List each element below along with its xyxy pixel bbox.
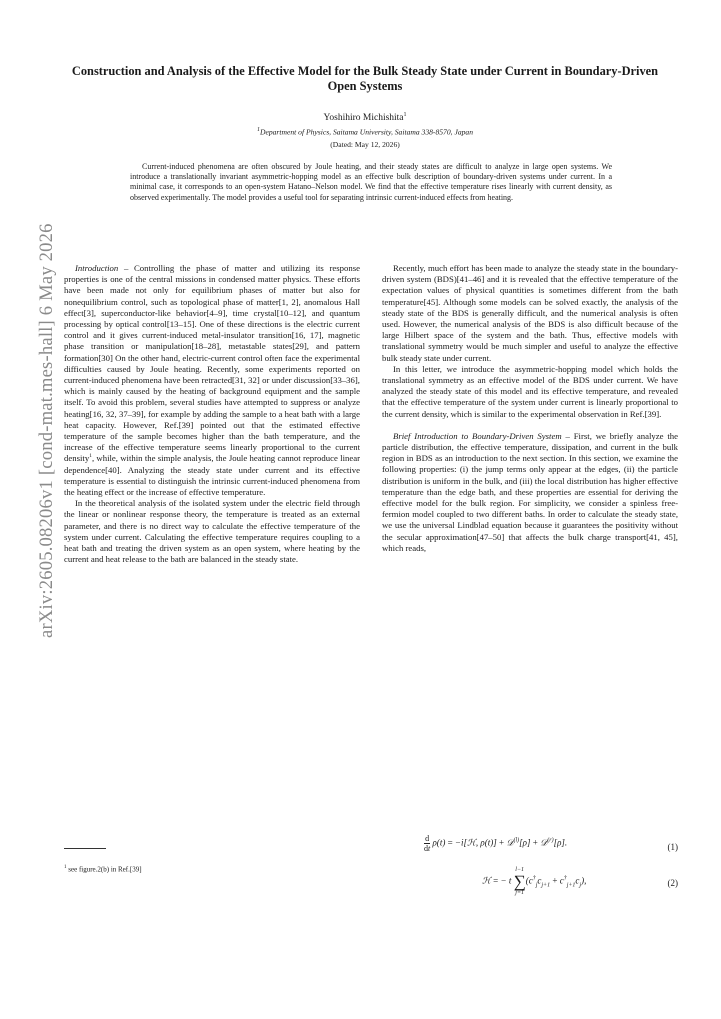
bds-paragraph: Recently, much effort has been made to analyze the steady state in the boundary-driven system (BDS)[41–46] and it is revealed that the effective temperature of the expectation values of physical quantities is sometimes different from the bath temperature[45]. Although some models can be solved exactly, the analysis of the steady state of the BDS is generally difficult, and the numerical analysis is often used. However, the numerical analysis of the BDS is also difficult because of the large Hilbert space of the system and the bath. Thus, effective models with translational symmetry would be much simpler and useful to analyze the effective bulk steady state under current. bbox=[382, 263, 678, 363]
heading-dash: – bbox=[118, 263, 134, 273]
affiliation-text: Department of Physics, Saitama University, Saitama 338-8570, Japan bbox=[259, 127, 474, 137]
section-heading-bds: Brief Introduction to Boundary-Driven System bbox=[393, 430, 562, 441]
intro-paragraph bbox=[64, 263, 360, 498]
abstract: Current-induced phenomena are often obscured by Joule heating, and their steady states are difficult to analyze in large open systems. We introduce a translationally invariant asymmetric-hopping model as an effective bulk description of boundary-driven systems under current. In a minimal case, it corresponds to an open-system Hatano–Nelson model. We find that the effective temperature rises linearly with current density, as observed experimentally. The model provides a useful tool for separating intrinsic current-induced effects from heating. bbox=[130, 162, 612, 202]
section-heading-introduction: Introduction bbox=[75, 263, 119, 273]
equation-1 bbox=[382, 830, 678, 858]
equation-2-number: (2) bbox=[667, 878, 678, 888]
left-column bbox=[64, 263, 360, 565]
intro-text-part-1: Controlling the phase of matter and utilizing its response properties is one of the central missions in condensed matter physics. These efforts have been made not only for equilibrium phases of matter but also for nonequilibrium control, such as topological phase of matter[1, 2], anomalous Hall effect[3], superconductor-like behavior[4–9], time crystal[10–12], and quantum processing by optical control[13–15]. One of these directions is the electric current control and it gives current-induced metal-insulator transition[16, 17], magnetic phase transition or manipulation[18–28], metastable states[29], and pattern formation[30] On the other hand, electric-current control often face the experimental difficulties caused by Joule heating. Recently, some experiments reported on current-induced phenomena have been retracted[31, 32] or under discussion[33–36], which is mainly caused by the heating of background equipment and the sample itself. To avoid this problem, several studies have attempted to suppress or analyze heating[16, 32, 37–39], for example by adding the sample to a heat bath with a large heat capacity. However, Ref.[39] pointed out that the estimated effective temperature of the sample becomes higher than the bath temperature, and the increase of the effective temperature seems linearly proportional to the current density bbox=[64, 263, 360, 464]
affiliation-line bbox=[60, 127, 670, 137]
author-line bbox=[60, 112, 670, 123]
footnote bbox=[64, 863, 360, 874]
author-affiliation-mark: 1 bbox=[403, 112, 407, 118]
lindblad-equation: $\frac{d}{dt}$ ρ(t) = −i[ℋ, ρ(t)] + 𝒟$^{(l)}$[ρ] + 𝒟$^{(r)}$[ρ]. bbox=[424, 834, 568, 853]
heading-dash-2: – bbox=[561, 430, 574, 441]
paper-title: Construction and Analysis of the Effective Model for the Bulk Steady State under Current in Boundary-Driven Open Systems bbox=[71, 64, 659, 93]
equation-2 bbox=[382, 864, 678, 904]
footnote-text: see figure.2(b) in Ref.[39] bbox=[66, 865, 142, 874]
letter-summary-paragraph: In this letter, we introduce the asymmetric-hopping model which holds the translational symmetry as an effective model of the BDS under current. We have analyzed the steady state of this model and its effective temperature, and revealed that the effective temperature of the system under current is linearly proportional to the current density, which is similar to the experimental observation in Ref.[39]. bbox=[382, 363, 678, 419]
bds-intro-paragraph bbox=[382, 431, 678, 554]
affiliation-mark: 1 bbox=[256, 127, 260, 133]
equation-1-number: (1) bbox=[667, 842, 678, 852]
theory-paragraph: In the theoretical analysis of the isolated system under the electric field through the linear or nonlinear response theory, the temperature is treated as an external parameter, and there is no direct way to calculate the effective temperature of the system under current. Calculating the effective temperature requires coupling to a heat bath and treating the driven system as an open system, where heating by the current and heat release to the bath are balanced in the steady state. bbox=[64, 498, 360, 565]
hamiltonian-equation: ℋ = − t l−1 ∑ j=1 $(c^\dagger_jc_{j+1} + c^\dagger_{j+1}c_j)$, bbox=[482, 867, 587, 896]
arxiv-identifier-stamp: arXiv:2605.08206v1 [cond-mat.mes-hall] 6 May 2026 bbox=[36, 223, 57, 638]
right-column bbox=[382, 263, 678, 554]
author-name: Yoshihiro Michishita bbox=[323, 113, 404, 124]
footnote-rule bbox=[64, 848, 106, 849]
date-line: (Dated: May 12, 2026) bbox=[330, 140, 400, 149]
footnote-mark: 1 bbox=[64, 865, 67, 870]
intro-text-part-2: , while, within the simple analysis, the Joule heating cannot reproduce linear dependence[40]. Analyzing the steady state under current and its effective temperature is essential to distinguish the intrinsic current-induced phenomena from the heating effect or the increase of effective temperature. bbox=[64, 453, 360, 498]
bds-intro-text: First, we briefly analyze the particle distribution, the effective temperature, dissipation, and current in the bulk region in BDS as an introduction to the next section. In this section, we examine the following properties: (i) the jump terms only appear at the edges, (ii) the particle distribution is uniform in the bulk, and (iii) the local distribution has higher effective temperature than the edge bath, and these properties are essential for deriving the effective model for the bulk region. For simplicity, we consider a spinless free-fermion model coupled to two different baths. In order to calculate the steady state, we use the universal Lindblad equation because it guarantees the positivity without the secular approximation[47–50] that affects the bulk charge transport[41, 45], which reads, bbox=[382, 430, 678, 553]
footnote-ref-mark: 1 bbox=[89, 453, 92, 460]
